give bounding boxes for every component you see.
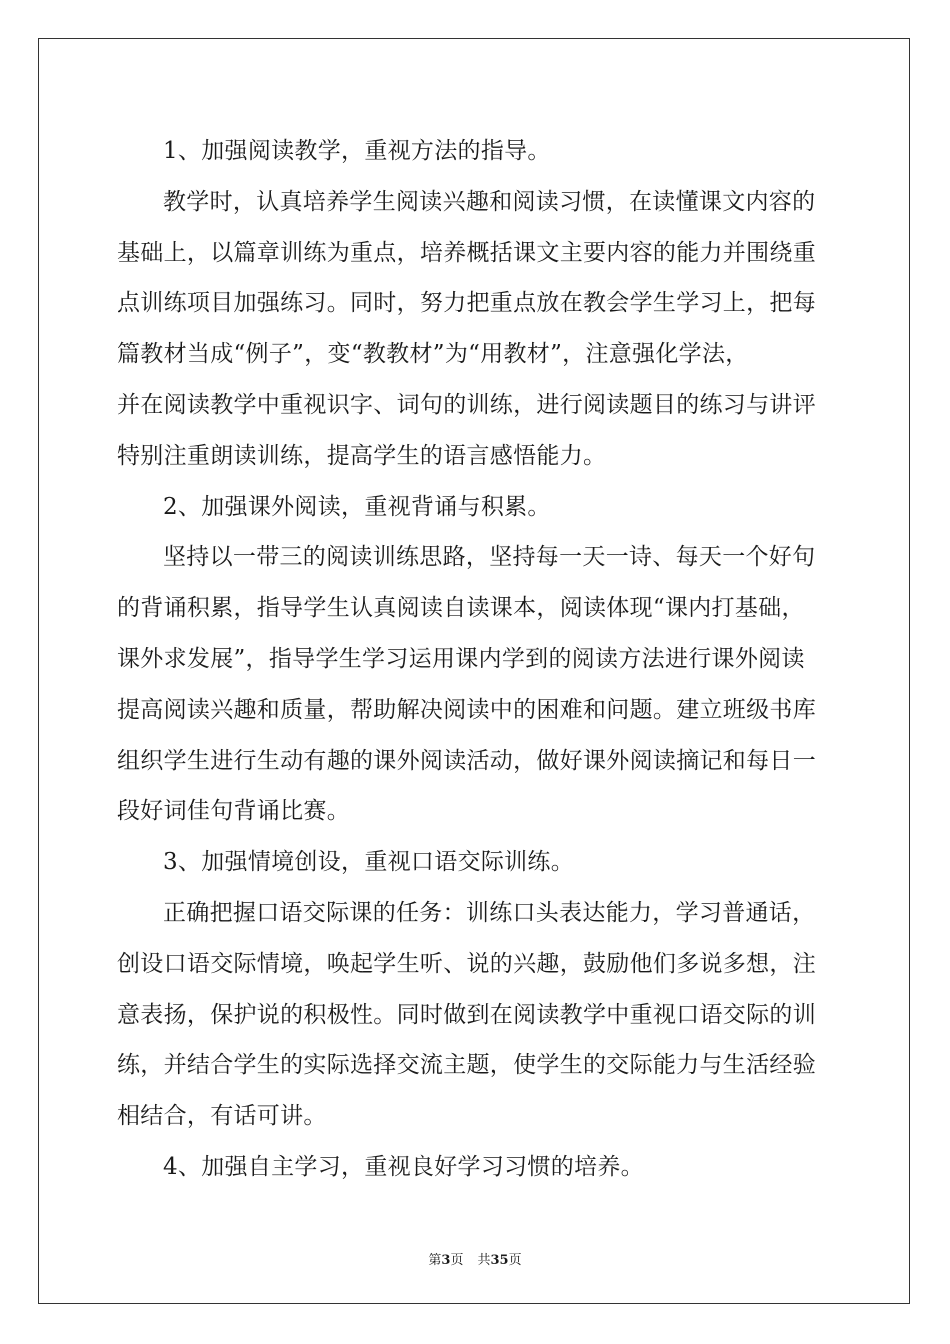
- text-line: 课外求发展”，指导学生学习运用课内学到的阅读方法进行课外阅读: [117, 645, 805, 672]
- text-line: 并在阅读教学中重视识字、词句的训练，进行阅读题目的练习与讲评: [117, 391, 816, 418]
- footer-prefix: 第: [428, 1253, 442, 1268]
- text-line: 基础上，以篇章训练为重点，培养概括课文主要内容的能力并围绕重: [117, 239, 816, 266]
- text-line: 4、加强自主学习，重视良好学习习惯的培养。: [163, 1153, 644, 1180]
- document-body: [117, 126, 833, 1193]
- text-line: 提高阅读兴趣和质量，帮助解决阅读中的困难和问题。建立班级书库: [117, 696, 816, 723]
- text-line: 相结合，有话可讲。: [117, 1103, 327, 1130]
- text-line: 1、加强阅读教学，重视方法的指导。: [163, 138, 551, 164]
- footer-page-unit: 页: [450, 1253, 464, 1268]
- footer-total-unit: 页: [508, 1253, 522, 1268]
- footer-total-prefix: 共: [477, 1253, 491, 1268]
- text-line: 3、加强情境创设，重视口语交际训练。: [163, 849, 575, 876]
- text-line: 篇教材当成“例子”，变“教教材”为“用教材”，注意强化学法，: [117, 341, 749, 368]
- text-line: 点训练项目加强练习。同时，努力把重点放在教会学生学习上，把每: [117, 290, 816, 317]
- text-line: 2、加强课外阅读，重视背诵与积累。: [163, 493, 551, 520]
- text-line: 正确把握口语交际课的任务：训练口头表达能力，学习普通话，: [163, 899, 816, 926]
- page-footer: [0, 1249, 950, 1268]
- text-line: 坚持以一带三的阅读训练思路，坚持每一天一诗、每天一个好句: [163, 544, 816, 571]
- text-line: 练，并结合学生的实际选择交流主题，使学生的交际能力与生活经验: [117, 1052, 816, 1079]
- total-page-count: 35: [490, 1253, 509, 1268]
- text-line: 教学时，认真培养学生阅读兴趣和阅读习惯，在读懂课文内容的: [163, 188, 816, 215]
- current-page-number: 3: [441, 1253, 451, 1268]
- text-line: 创设口语交际情境，唤起学生听、说的兴趣，鼓励他们多说多想，注: [117, 950, 816, 977]
- text-line: 的背诵积累，指导学生认真阅读自读课本，阅读体现“课内打基础，: [117, 595, 805, 622]
- text-line: 特别注重朗读训练，提高学生的语言感悟能力。: [117, 442, 607, 469]
- text-line: 意表扬，保护说的积极性。同时做到在阅读教学中重视口语交际的训: [117, 1001, 816, 1028]
- text-line: 段好词佳句背诵比赛。: [117, 798, 350, 825]
- text-line: 组织学生进行生动有趣的课外阅读活动，做好课外阅读摘记和每日一: [117, 747, 816, 774]
